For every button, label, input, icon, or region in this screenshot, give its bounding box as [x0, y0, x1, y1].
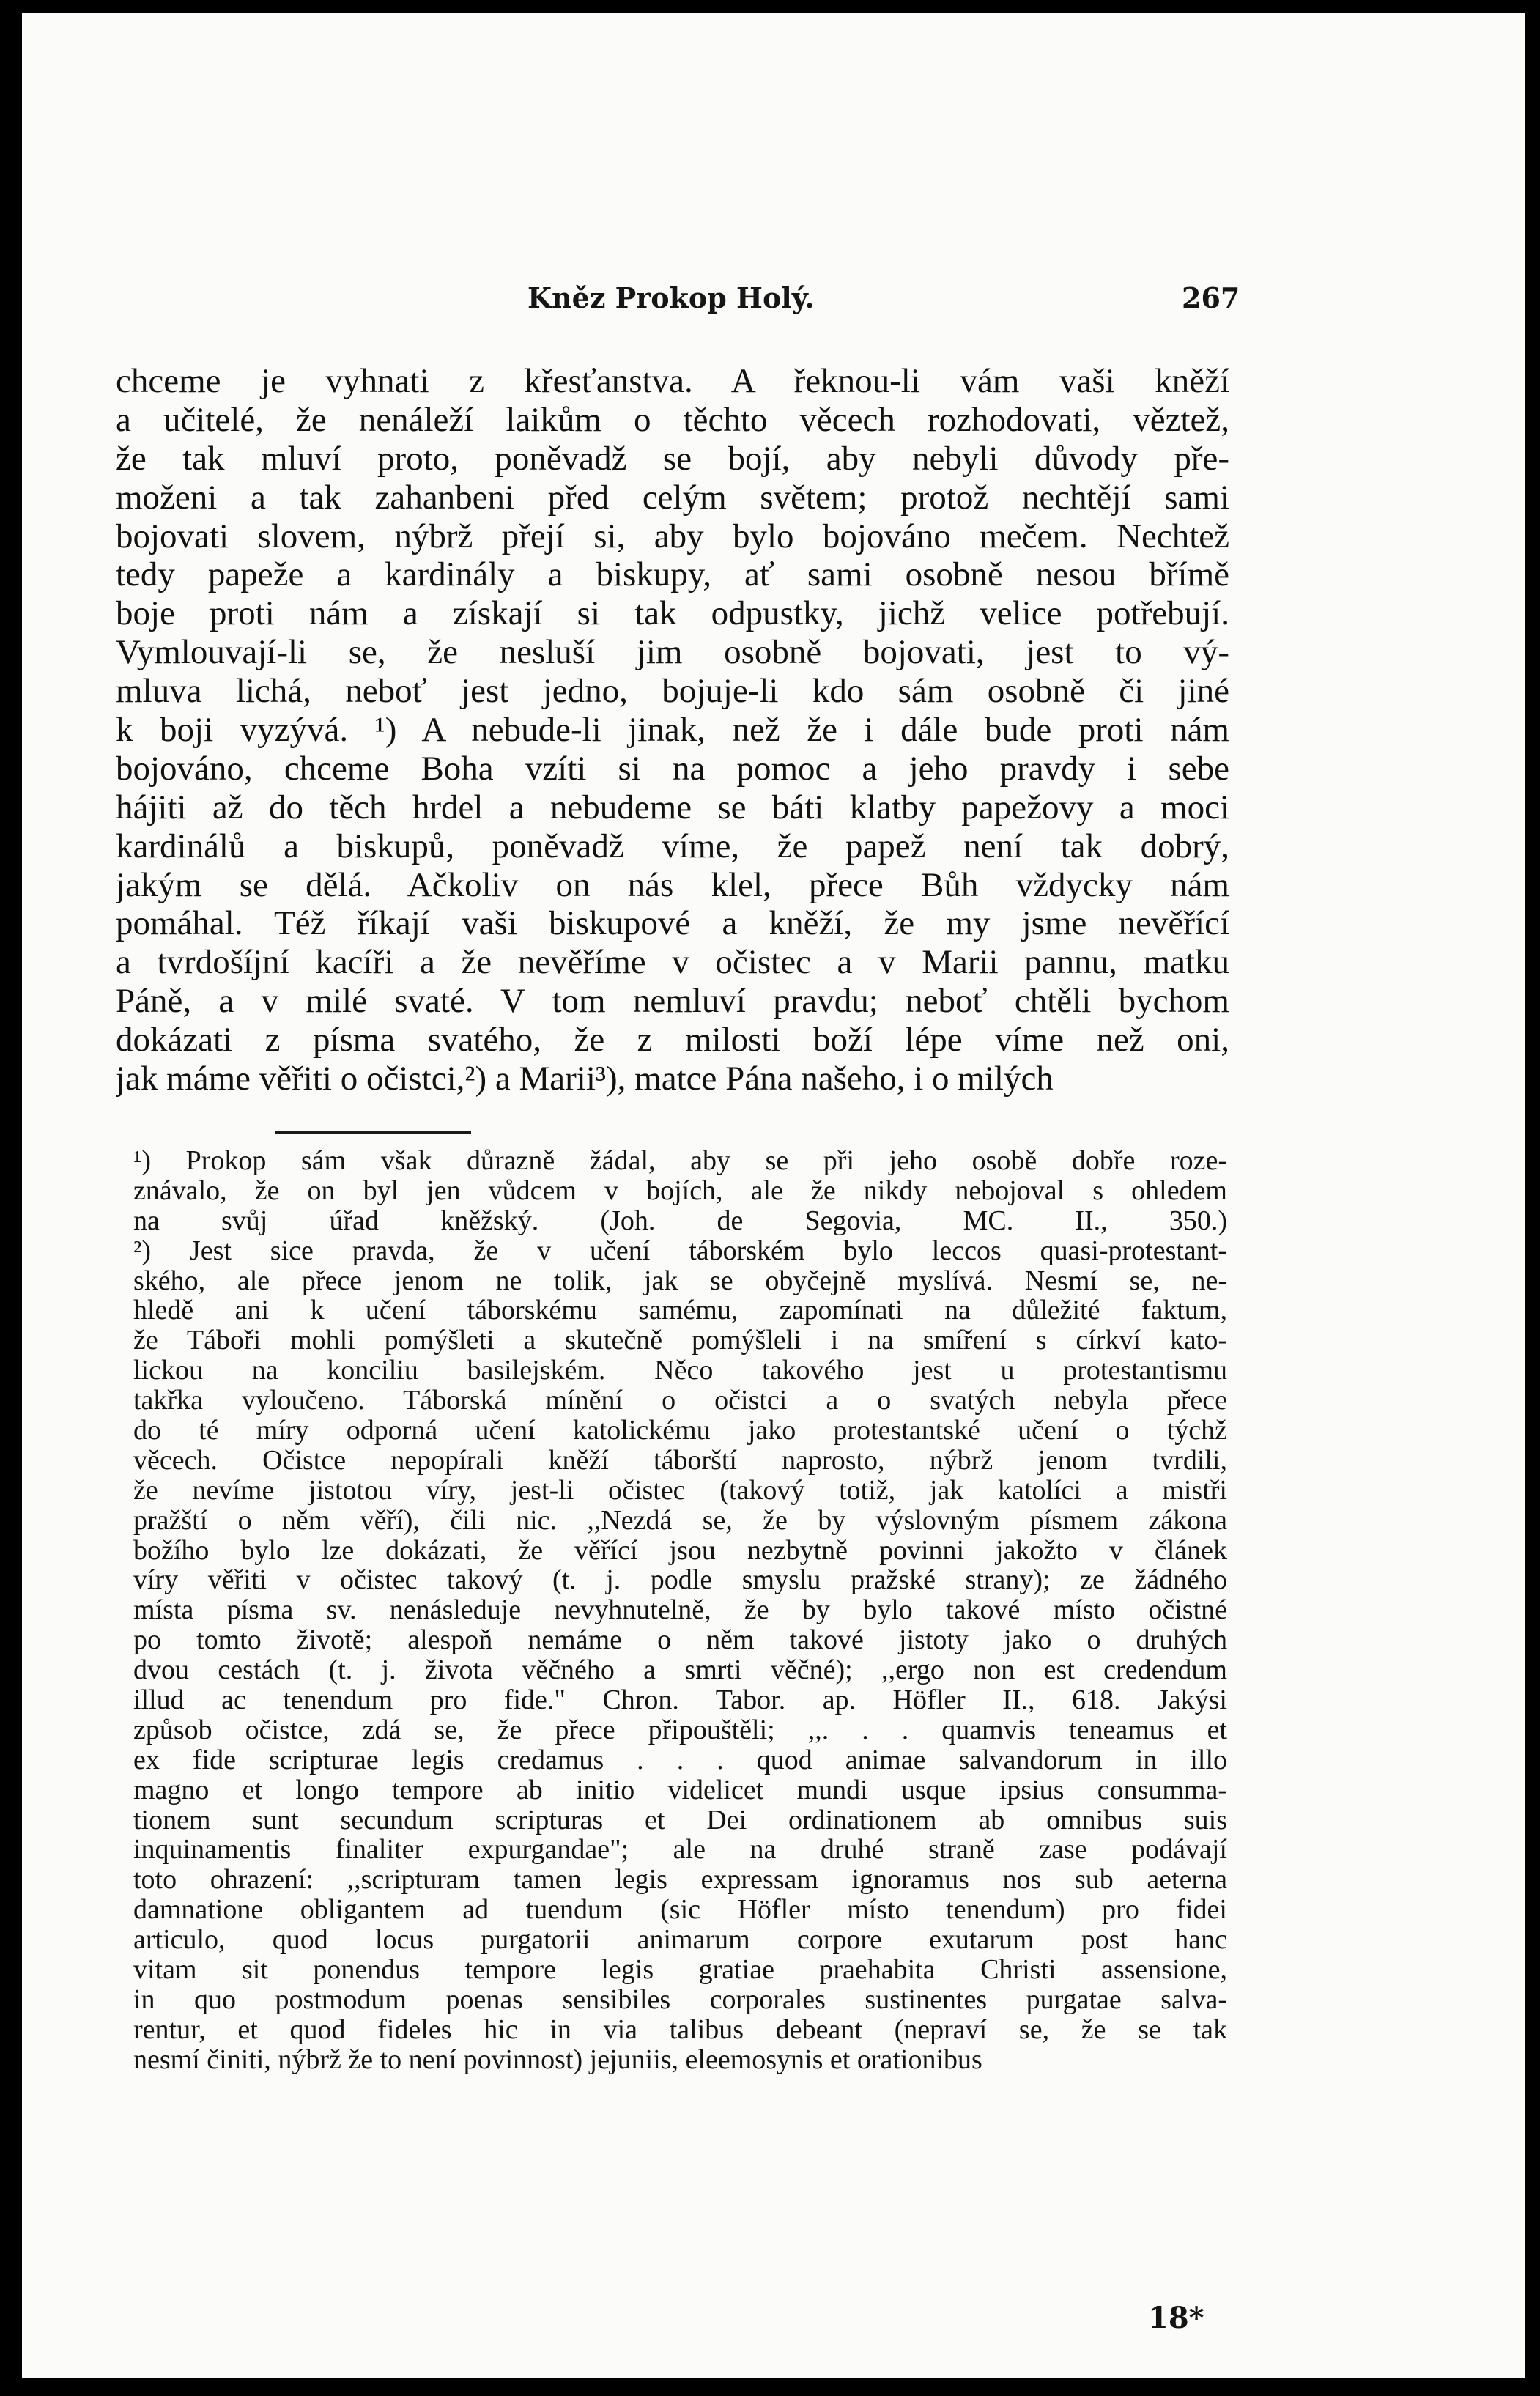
running-header-title: Kněz Prokop Holý. [527, 281, 815, 314]
footnote-separator [275, 1131, 471, 1134]
footnote-line: nesmí činiti, nýbrž že to není povinnost) jejuniis, eleemosynis et orationibus [133, 2044, 982, 2075]
footnote-line: lickou na konciliu basilejském. Něco takového jest u protestantismu [133, 1356, 1227, 1386]
text-line: jakým se dělá. Ačkoliv on nás klel, přece Bůh vždycky nám [116, 865, 1229, 904]
footnote-line: že nevíme jistotou víry, jest-li očistec (takový totiž, jak katolíci a mistři [133, 1475, 1227, 1506]
text-line: tedy papeže a kardinály a biskupy, ať sami osobně nesou břímě [116, 555, 1229, 594]
footnote-line: ského, ale přece jenom ne tolik, jak se obyčejně myslívá. Nesmí se, ne- [133, 1265, 1227, 1296]
footnote-line: ²) Jest sice pravda, že v učení táborském bylo leccos quasi-protestant- [133, 1235, 1227, 1266]
footnote-line: hledě ani k učení táborskému samému, zapomínati na důležité faktum, [133, 1295, 1227, 1326]
footnote-line: inquinamentis finaliter expurgandae"; ale na druhé straně zase podávají [133, 1835, 1227, 1866]
footnote-line: po tomto životě; alespoň nemáme o něm takové jistoty jako o druhých [133, 1625, 1227, 1656]
text-line: že tak mluví proto, poněvadž se bojí, aby nebyli důvody pře- [116, 439, 1229, 478]
main-text [116, 362, 1229, 1098]
footnote-line: magno et longo tempore ab initio videlicet mundi usque ipsius consumma- [133, 1775, 1227, 1805]
footnote-line: articulo, quod locus purgatorii animarum corpore exutarum post hanc [133, 1925, 1227, 1956]
text-line: hájiti až do těch hrdel a nebudeme se báti klatby papežovy a moci [116, 788, 1229, 827]
book-page [22, 13, 1525, 2378]
footnote-line: vitam sit ponendus tempore legis gratiae praehabita Christi assensione, [133, 1955, 1227, 1985]
text-line: dokázati z písma svatého, že z milosti boží lépe víme než oni, [116, 1021, 1229, 1060]
text-line: mluva lichá, neboť jest jedno, bojuje-li kdo sám osobně či jiné [116, 672, 1229, 711]
footnote-line: místa písma sv. nenásleduje nevyhnutelně, že by bylo takové místo očistné [133, 1595, 1227, 1626]
footnote-line: božího bylo lze dokázati, že věřící jsou nezbytně povinni jakožto v článek [133, 1535, 1227, 1566]
footnote-line: věcech. Očistce nepopírali kněží táborští naprosto, nýbrž jenom tvrdili, [133, 1445, 1227, 1476]
text-line: chceme je vyhnati z křesťanstva. A řeknou-li vám vaši kněží [116, 362, 1229, 400]
footnote-line: takřka vyloučeno. Táborská mínění o očistci a o svatých nebyla přece [133, 1386, 1227, 1416]
footnote-line: ex fide scripturae legis credamus . . . quod animae salvandorum in illo [133, 1745, 1227, 1775]
text-line: Vymlouvají-li se, že nesluší jim osobně bojovati, jest to vý- [116, 633, 1229, 672]
text-line: jak máme věřiti o očistci,²) a Marii³), matce Pána našeho, i o milých [116, 1060, 1054, 1098]
footnote-line: víry věřiti v očistec takový (t. j. podle smyslu pražské strany); ze žádného [133, 1565, 1227, 1596]
footnote-line: in quo postmodum poenas sensibiles corporales sustinentes purgatae salva- [133, 1984, 1227, 2015]
footnotes [133, 1146, 1227, 2075]
footnote-line: illud ac tenendum pro fide." Chron. Tabor. ap. Höfler II., 618. Jakýsi [133, 1685, 1227, 1715]
footnote-line: dvou cestách (t. j. života věčného a smrti věčné); ,,ergo non est credendum [133, 1655, 1227, 1686]
footnote-line: že Táboři mohli pomýšleti a skutečně pomýšleli i na smíření s církví kato- [133, 1325, 1227, 1356]
footnote-line: pražští o něm věří), čili nic. ,,Nezdá se, že by výslovným písmem zákona [133, 1505, 1227, 1536]
text-line: kardinálů a biskupů, poněvadž víme, že papež není tak dobrý, [116, 827, 1229, 865]
footnote-line: toto ohrazení: ,,scripturam tamen legis expressam ignoramus nos sub aeterna [133, 1865, 1227, 1896]
text-line: a učitelé, že nenáleží laikům o těchto věcech rozhodovati, věztež, [116, 400, 1229, 439]
text-line: boje proti nám a získají si tak odpustky, jichž velice potřebují. [116, 594, 1229, 633]
text-line: pomáhal. Též říkají vaši biskupové a kněží, že my jsme nevěřící [116, 904, 1229, 943]
footnote-line: damnatione obligantem ad tuendum (sic Höfler místo tenendum) pro fidei [133, 1895, 1227, 1926]
footnote-line: rentur, et quod fideles hic in via talibus debeant (nepraví se, že se tak [133, 2014, 1227, 2045]
signature-mark: 18* [1148, 2301, 1204, 2335]
footnote-line: do té míry odporná učení katolickému jako protestantské učení o týchž [133, 1416, 1227, 1446]
footnote-line: tionem sunt secundum scripturas et Dei ordinationem ab omnibus suis [133, 1805, 1227, 1835]
text-line: Páně, a v milé svaté. V tom nemluví pravdu; neboť chtěli bychom [116, 982, 1229, 1021]
text-line: a tvrdošíjní kacíři a že nevěříme v očistec a v Marii pannu, matku [116, 943, 1229, 982]
footnote-line: způsob očistce, zdá se, že přece připouštěli; ,,. . . quamvis teneamus et [133, 1715, 1227, 1745]
text-line: bojovati slovem, nýbrž přejí si, aby bylo bojováno mečem. Nechtež [116, 517, 1229, 555]
footnote-line: znávalo, že on byl jen vůdcem v bojích, ale že nikdy nebojoval s ohledem [133, 1175, 1227, 1206]
page-number: 267 [1182, 281, 1240, 314]
footnote-line: ¹) Prokop sám však důrazně žádal, aby se při jeho osobě dobře roze- [133, 1146, 1227, 1176]
text-line: moženi a tak zahanbeni před celým světem; protož nechtějí sami [116, 478, 1229, 517]
footnote-line: na svůj úřad kněžský. (Joh. de Segovia, MC. II., 350.) [133, 1205, 1227, 1236]
text-line: k boji vyzývá. ¹) A nebude-li jinak, než že i dále bude proti nám [116, 711, 1229, 750]
text-line: bojováno, chceme Boha vzíti si na pomoc a jeho pravdy i sebe [116, 749, 1229, 788]
